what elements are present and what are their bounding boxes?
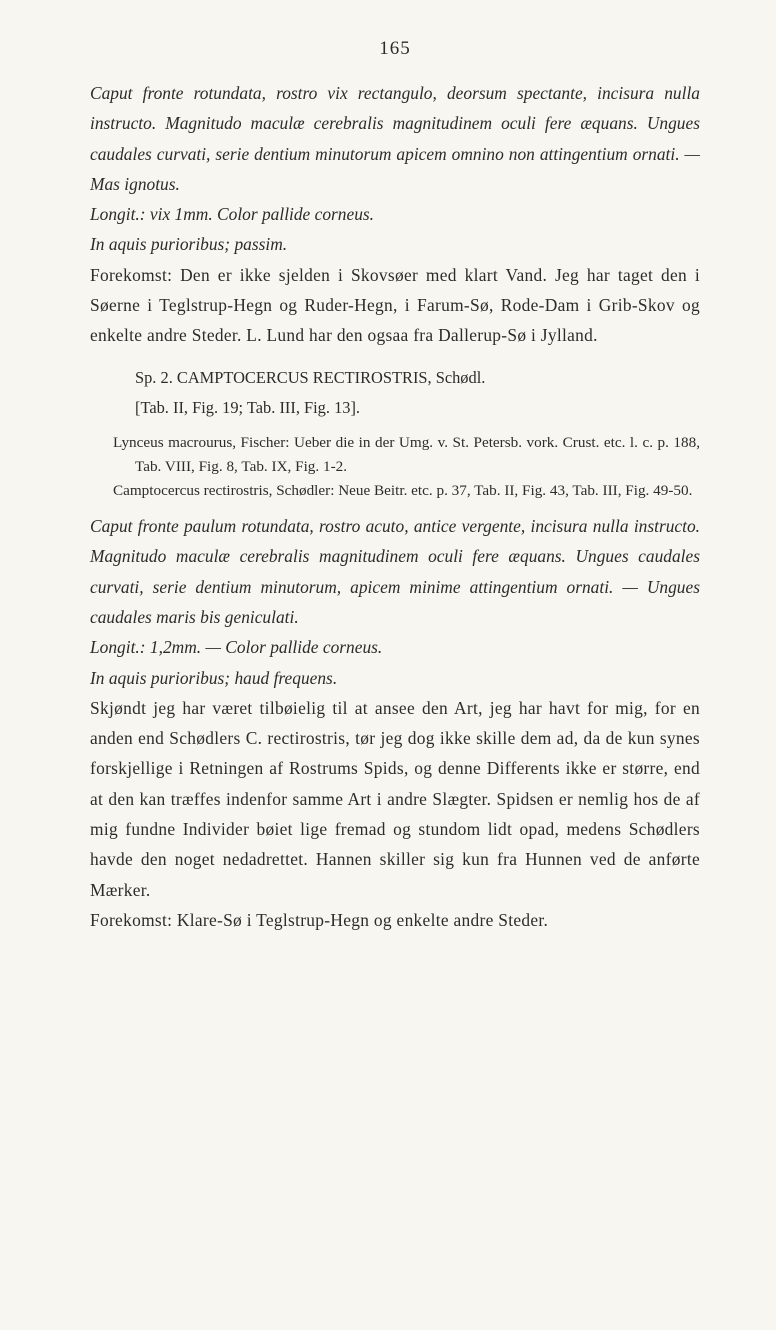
habitat-2: In aquis purioribus; haud frequens. [90,667,338,688]
longitude-color-1: Longit.: vix 1mm. Color pallide corneus. [90,204,375,225]
page-number: 165 [379,38,411,59]
species-heading: Sp. 2. CAMPTOCERCUS RECTIROSTRIS, Schødl. [135,367,486,387]
latin-diagnosis-2: Caput fronte paulum rotundata, rostro acuto, antice vergente, incisura nulla instructo. Magnitudo maculæ cerebralis magnitudinem oculi fere æquans. Ungues caudales curvati, serie dentium minutorum, apicem minime attingentium ornati. — Ungues caudales maris bis geniculati. [90,516,700,627]
habitat-1: In aquis purioribus; passim. [90,234,288,255]
document-page [90,38,700,935]
discussion-paragraph: Skjøndt jeg har været tilbøielig til at ansee den Art, jeg har havt for mig, for en anden end Schødlers C. rectirostris, tør jeg dog ikke skille dem ad, da de kun synes forskjellige i Retningen af Rostrums Spids, og denne Differents ikke er større, end at den kan træffes indenfor samme Art i andre Slægter. Spidsen er nemlig hos de af mig fundne Individer bøiet lige fremad og stundom lidt opad, medens Schødlers havde den noget nedadrettet. Hannen skiller sig kun fra Hunnen ved de anførte Mærker. [90,697,700,900]
synonym-entry: Camptocercus rectirostris, Schødler: Neue Beitr. etc. p. 37, Tab. II, Fig. 43, Tab. III, Fig. 49-50. [113,482,693,500]
latin-diagnosis-1: Caput fronte rotundata, rostro vix rectangulo, deorsum spectante, incisura nulla instructo. Magnitudo maculæ cerebralis magnitudinem oculi fere æquans. Ungues caudales curvati, serie dentium minutorum apicem omnino non attingentium ornati. — Mas ignotus. [90,83,700,194]
synonym-entry: Lynceus macrourus, Fischer: Ueber die in der Umg. v. St. Petersb. vork. Crust. etc. l. c. p. 188, Tab. VIII, Fig. 8, Tab. IX, Fig. 1-2. [113,434,700,475]
occurrence-paragraph-1: Forekomst: Den er ikke sjelden i Skovsøer med klart Vand. Jeg har taget den i Søerne i Teglstrup-Hegn og Ruder-Hegn, i Farum-Sø, Rode-Dam i Grib-Skov og enkelte andre Steder. L. Lund har den ogsaa fra Dallerup-Sø i Jylland. [90,264,700,346]
longitude-color-2: Longit.: 1,2mm. — Color pallide corneus. [90,637,383,658]
species-figure-refs: [Tab. II, Fig. 19; Tab. III, Fig. 13]. [135,397,361,417]
occurrence-paragraph-2: Forekomst: Klare-Sø i Teglstrup-Hegn og enkelte andre Steder. [90,909,549,930]
